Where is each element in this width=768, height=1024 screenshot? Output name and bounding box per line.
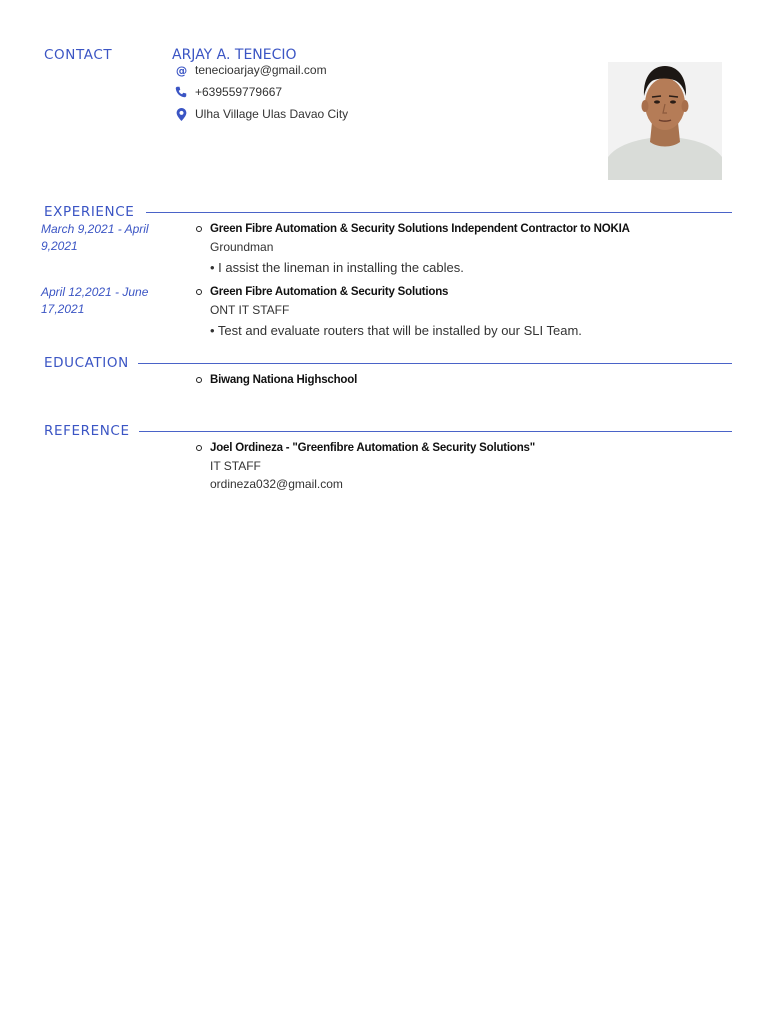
education-heading: EDUCATION bbox=[44, 355, 129, 371]
svg-text:@: @ bbox=[175, 63, 187, 77]
experience-description: • Test and evaluate routers that will be installed by our SLI Team. bbox=[210, 323, 582, 338]
phone-text: +639559779667 bbox=[195, 85, 283, 99]
reference-divider bbox=[139, 431, 732, 432]
phone-row bbox=[174, 85, 282, 99]
experience-divider bbox=[146, 212, 732, 213]
contact-heading: CONTACT bbox=[44, 47, 113, 63]
experience-date-2: April 12,2021 - June 17,2021 bbox=[41, 285, 149, 316]
experience-title: Green Fibre Automation & Security Solutions bbox=[210, 286, 449, 298]
experience-role: ONT IT STAFF bbox=[210, 303, 290, 317]
reference-role: IT STAFF bbox=[210, 459, 261, 473]
experience-entry-2 bbox=[196, 286, 736, 338]
email-text[interactable]: tenecioarjay@gmail.com bbox=[195, 63, 327, 77]
reference-title: Joel Ordineza - "Greenfibre Automation & Security Solutions" bbox=[210, 442, 535, 454]
reference-entry-1 bbox=[196, 442, 736, 491]
experience-heading: EXPERIENCE bbox=[44, 204, 135, 220]
experience-date-1: March 9,2021 - April 9,2021 bbox=[41, 222, 149, 253]
experience-description: • I assist the lineman in installing the cables. bbox=[210, 260, 464, 275]
circle-bullet-icon bbox=[196, 377, 202, 383]
circle-bullet-icon bbox=[196, 226, 202, 232]
phone-icon bbox=[174, 85, 188, 99]
experience-title: Green Fibre Automation & Security Solutions Independent Contractor to NOKIA bbox=[210, 223, 630, 235]
address-text: Ulha Village Ulas Davao City bbox=[195, 107, 349, 121]
experience-role: Groundman bbox=[210, 240, 274, 254]
email-row bbox=[174, 63, 327, 77]
address-row bbox=[174, 107, 348, 121]
reference-heading: REFERENCE bbox=[44, 423, 130, 439]
experience-entry-1 bbox=[196, 223, 736, 275]
candidate-name: ARJAY A. TENECIO bbox=[172, 47, 297, 63]
circle-bullet-icon bbox=[196, 289, 202, 295]
at-sign-icon bbox=[174, 63, 188, 77]
location-pin-icon bbox=[174, 107, 188, 121]
circle-bullet-icon bbox=[196, 445, 202, 451]
education-title: Biwang Nationa Highschool bbox=[210, 374, 358, 386]
profile-photo bbox=[608, 62, 722, 180]
education-divider bbox=[138, 363, 732, 364]
reference-email[interactable]: ordineza032@gmail.com bbox=[210, 477, 343, 491]
education-entry-1 bbox=[196, 374, 736, 386]
